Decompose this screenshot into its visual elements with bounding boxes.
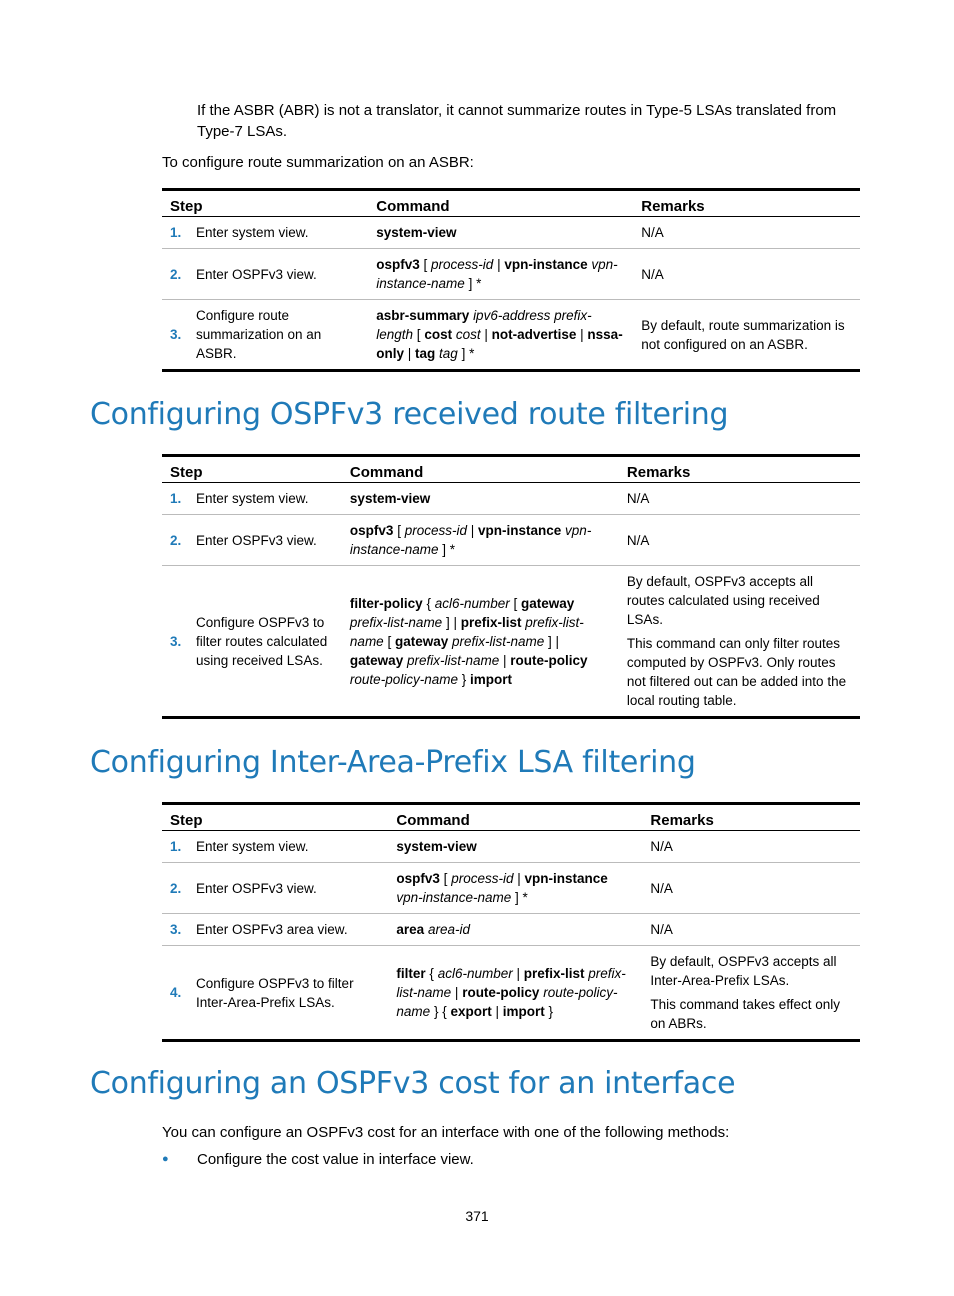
remarks-default: By default, OSPFv3 accepts all Inter-Area-Prefix LSAs. (650, 954, 837, 988)
page-number: 371 (465, 1208, 489, 1224)
lsa-filtering-table (162, 802, 860, 1042)
bullet-icon: ● (162, 1153, 169, 1165)
command-cell: system-view (368, 217, 633, 249)
step-number: 3. (162, 300, 188, 371)
step-number: 1. (162, 217, 188, 249)
step-number: 3. (162, 566, 188, 718)
route-filtering-table (162, 454, 860, 719)
step-number: 2. (162, 515, 188, 566)
step-text: Enter system view. (188, 831, 388, 863)
section-title-route-filtering: Configuring OSPFv3 received route filtering (90, 397, 729, 432)
header-remarks: Remarks (619, 456, 860, 483)
header-command: Command (368, 190, 633, 217)
table-row (162, 566, 860, 718)
table-row (162, 914, 860, 946)
note-text: If the ASBR (ABR) is not a translator, it cannot summarize routes in Type-5 LSAs translated from Type-7 LSAs. (197, 102, 837, 140)
command-cell: system-view (342, 483, 619, 515)
header-step: Step (162, 190, 368, 217)
remarks-cell: N/A (642, 914, 860, 946)
remarks-cell: N/A (633, 217, 860, 249)
step-text: Configure OSPFv3 to filter routes calculated using received LSAs. (188, 566, 342, 718)
step-text: Enter OSPFv3 view. (188, 863, 388, 914)
remarks-cell (619, 566, 860, 718)
table-row (162, 249, 860, 300)
cost-lead: You can configure an OSPFv3 cost for an interface with one of the following methods: (162, 1124, 730, 1141)
intro-lead: To configure route summarization on an ASBR: (162, 154, 474, 171)
command-cell: ospfv3 [ process-id | vpn-instance vpn-instance-name ] * (388, 863, 642, 914)
table-row (162, 300, 860, 371)
step-number: 1. (162, 483, 188, 515)
command-cell: area area-id (388, 914, 642, 946)
step-text: Configure OSPFv3 to filter Inter-Area-Prefix LSAs. (188, 946, 388, 1041)
command-cell: system-view (388, 831, 642, 863)
remarks-cell: N/A (633, 249, 860, 300)
remarks-cell: By default, route summarization is not configured on an ASBR. (633, 300, 860, 371)
header-command: Command (388, 804, 642, 831)
step-text: Enter OSPFv3 view. (188, 249, 368, 300)
step-text: Enter system view. (188, 217, 368, 249)
command-cell: filter { acl6-number | prefix-list prefix-list-name | route-policy route-policy-name } { export | import } (388, 946, 642, 1041)
step-number: 4. (162, 946, 188, 1041)
command-cell: ospfv3 [ process-id | vpn-instance vpn-instance-name ] * (368, 249, 633, 300)
step-text: Enter system view. (188, 483, 342, 515)
step-text: Enter OSPFv3 area view. (188, 914, 388, 946)
table-row (162, 483, 860, 515)
command-cell: filter-policy { acl6-number [ gateway prefix-list-name ] | prefix-list prefix-list-name [ gateway prefix-list-name ] | gateway prefix-list-name | route-policy route-policy-name } import (342, 566, 619, 718)
remarks-cell: N/A (642, 863, 860, 914)
header-remarks: Remarks (633, 190, 860, 217)
header-command: Command (342, 456, 619, 483)
remarks-cell: N/A (619, 515, 860, 566)
remarks-cell: N/A (642, 831, 860, 863)
remarks-note: This command takes effect only on ABRs. (650, 997, 840, 1031)
command-cell: asbr-summary ipv6-address prefix-length [ cost cost | not-advertise | nssa-only | tag tag ] * (368, 300, 633, 371)
remarks-note: This command can only filter routes computed by OSPFv3. Only routes not filtered out can be added into the local routing table. (626, 636, 847, 708)
step-number: 2. (162, 863, 188, 914)
remarks-default: By default, OSPFv3 accepts all routes calculated using received LSAs. (626, 574, 820, 627)
header-step: Step (162, 456, 342, 483)
section-title-interface-cost: Configuring an OSPFv3 cost for an interface (90, 1066, 736, 1101)
header-step: Step (162, 804, 388, 831)
table-row (162, 217, 860, 249)
table-row (162, 863, 860, 914)
remarks-cell (642, 946, 860, 1041)
step-number: 2. (162, 249, 188, 300)
remarks-cell: N/A (619, 483, 860, 515)
cost-bullet-text: Configure the cost value in interface view. (197, 1151, 474, 1168)
command-cell: ospfv3 [ process-id | vpn-instance vpn-instance-name ] * (342, 515, 619, 566)
table-row (162, 946, 860, 1041)
table-row (162, 831, 860, 863)
asbr-summary-table (162, 188, 860, 372)
step-text: Configure route summarization on an ASBR. (188, 300, 368, 371)
table-row (162, 515, 860, 566)
step-number: 1. (162, 831, 188, 863)
section-title-lsa-filtering: Configuring Inter-Area-Prefix LSA filtering (90, 745, 696, 780)
step-text: Enter OSPFv3 view. (188, 515, 342, 566)
header-remarks: Remarks (642, 804, 860, 831)
step-number: 3. (162, 914, 188, 946)
